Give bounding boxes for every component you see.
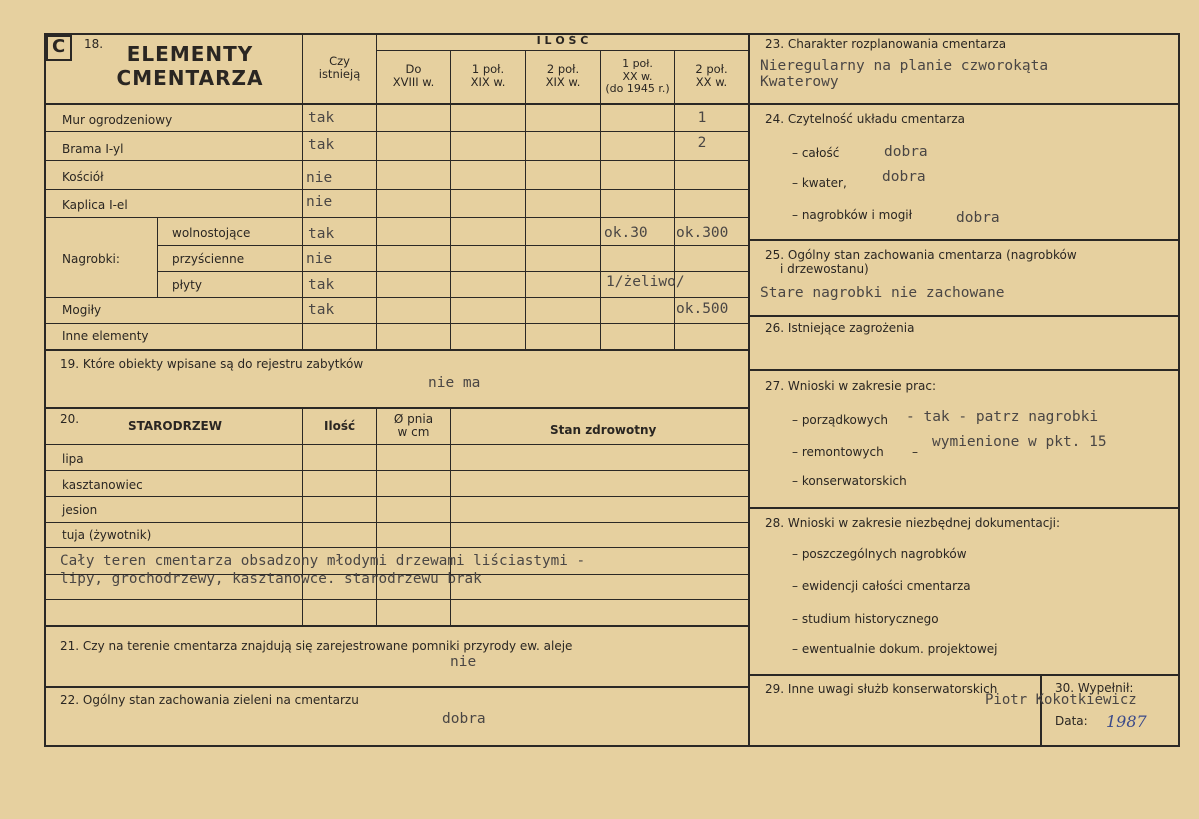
q28-item-4: – ewentualnie dokum. projektowej bbox=[792, 642, 998, 656]
q28-label: 28. Wnioski w zakresie niezbędnej dokumentacji: bbox=[765, 516, 1061, 530]
q27-item-repair: – remontowych bbox=[792, 445, 884, 459]
tree-chestnut: kasztanowiec bbox=[62, 478, 143, 492]
period-header-4: 1 poł. XX w. (do 1945 r.) bbox=[605, 57, 670, 95]
exists-gate: tak bbox=[308, 137, 335, 153]
q30-filled-by: Piotr Kokotkiewicz bbox=[985, 692, 1137, 708]
exists-slabs: tak bbox=[308, 277, 335, 293]
q30-date-label: Data: bbox=[1055, 714, 1088, 728]
row-label-church: Kościół bbox=[62, 170, 104, 184]
q23-label: 23. Charakter rozplanowania cmentarza bbox=[765, 37, 1007, 51]
period-header-3: 2 poł. XIX w. bbox=[545, 62, 581, 89]
row-label-gate: Brama I-yl bbox=[62, 142, 124, 156]
value-gate-2pol-xx: 2 bbox=[697, 135, 707, 151]
row-label-wall-mounted: przyścienne bbox=[172, 252, 245, 266]
table-18-number: 18. bbox=[84, 37, 104, 51]
q24-answer-whole: dobra bbox=[884, 144, 928, 160]
row-label-wall: Mur ogrodzeniowy bbox=[62, 113, 173, 127]
q30-date: 1987 bbox=[1106, 712, 1147, 731]
q25-answer: Stare nagrobki nie zachowane bbox=[760, 285, 1005, 301]
exists-chapel: nie bbox=[306, 194, 333, 210]
col-exists-header: Czy istnieją bbox=[318, 54, 361, 81]
q24-answer-graves: dobra bbox=[956, 210, 1000, 226]
tree-thuja: tuja (żywotnik) bbox=[62, 528, 152, 542]
ilosc-header: I L O Ś Ć bbox=[536, 34, 589, 47]
value-wall-2pol-xx: 1 bbox=[697, 110, 707, 126]
q27-item-conservation: – konserwatorskich bbox=[792, 474, 907, 488]
row-label-graves: Mogiły bbox=[62, 303, 102, 317]
q24-item-graves: – nagrobków i mogił bbox=[792, 208, 913, 222]
row-label-other: Inne elementy bbox=[62, 329, 149, 343]
q22-answer: dobra bbox=[442, 711, 486, 727]
title-line-2: CMENTARZA bbox=[116, 66, 264, 90]
q23-answer-2: Kwaterowy bbox=[760, 74, 839, 90]
q20-col-diam: Ø pnia w cm bbox=[393, 412, 434, 439]
q27-answer-1: - tak - patrz nagrobki bbox=[906, 409, 1099, 425]
q19-label: 19. Które obiekty wpisane są do rejestru zabytków bbox=[60, 357, 364, 371]
q23-answer-1: Nieregularny na planie czworokąta bbox=[760, 58, 1049, 74]
q20-col-name: STARODRZEW bbox=[128, 419, 222, 433]
q20-col-qty: Ilość bbox=[324, 419, 356, 433]
exists-wall: tak bbox=[308, 110, 335, 126]
q24-item-quarters: – kwater, bbox=[792, 176, 847, 190]
q28-item-2: – ewidencji całości cmentarza bbox=[792, 579, 971, 593]
q27-label: 27. Wnioski w zakresie prac: bbox=[765, 379, 937, 393]
q20-col-health: Stan zdrowotny bbox=[550, 423, 657, 437]
period-header-1: Do XVIII w. bbox=[392, 62, 435, 89]
value-slabs-1pol-xx: 1/żeliwo/ bbox=[606, 274, 685, 290]
tree-ash: jesion bbox=[62, 503, 98, 517]
title-line-1: ELEMENTY bbox=[126, 42, 254, 66]
row-label-nagrobki: Nagrobki: bbox=[62, 252, 120, 266]
q25-label: 25. Ogólny stan zachowania cmentarza (nagrobków i drzewostanu) bbox=[765, 248, 1077, 276]
section-letter: C bbox=[52, 36, 66, 57]
value-freestanding-2pol-xx: ok.300 bbox=[676, 225, 729, 241]
q24-label: 24. Czytelność układu cmentarza bbox=[765, 112, 965, 126]
q22-label: 22. Ogólny stan zachowania zieleni na cmentarzu bbox=[60, 693, 359, 707]
q27-repair-dash: – bbox=[912, 445, 918, 459]
q28-item-1: – poszczególnych nagrobków bbox=[792, 547, 967, 561]
exists-graves: tak bbox=[308, 302, 335, 318]
value-freestanding-1pol-xx: ok.30 bbox=[604, 225, 648, 241]
q28-item-3: – studium historycznego bbox=[792, 612, 939, 626]
q20-number: 20. bbox=[60, 412, 80, 426]
q21-label: 21. Czy na terenie cmentarza znajdują się zarejestrowane pomniki przyrody ew. aleje bbox=[60, 639, 573, 653]
exists-wall-mounted: nie bbox=[306, 251, 333, 267]
row-label-freestanding: wolnostojące bbox=[172, 226, 251, 240]
period-header-5: 2 poł. XX w. bbox=[695, 62, 728, 89]
q19-answer: nie ma bbox=[428, 375, 481, 391]
table-18-title bbox=[90, 42, 290, 90]
q27-answer-2: wymienione w pkt. 15 bbox=[932, 434, 1107, 450]
row-label-chapel: Kaplica I-el bbox=[62, 198, 128, 212]
tree-linden: lipa bbox=[62, 452, 84, 466]
period-header-2: 1 poł. XIX w. bbox=[470, 62, 506, 89]
q21-answer: nie bbox=[450, 654, 477, 670]
q30-label: 30. Wypełnił: bbox=[1055, 681, 1134, 695]
row-label-slabs: płyty bbox=[172, 278, 202, 292]
q24-answer-quarters: dobra bbox=[882, 169, 926, 185]
exists-freestanding: tak bbox=[308, 226, 335, 242]
exists-church: nie bbox=[306, 170, 333, 186]
q29-label: 29. Inne uwagi służb konserwatorskich bbox=[765, 682, 998, 696]
q20-note-line-1: Cały teren cmentarza obsadzony młodymi drzewami liściastymi - bbox=[60, 553, 586, 569]
q26-label: 26. Istniejące zagrożenia bbox=[765, 321, 915, 335]
q27-item-cleanup: – porządkowych bbox=[792, 413, 888, 427]
value-graves-2pol-xx: ok.500 bbox=[676, 301, 729, 317]
q24-item-whole: – całość bbox=[792, 146, 840, 160]
q20-note-line-2: lipy, grochodrzewy, kasztanowce. starodrzewu brak bbox=[60, 571, 482, 587]
